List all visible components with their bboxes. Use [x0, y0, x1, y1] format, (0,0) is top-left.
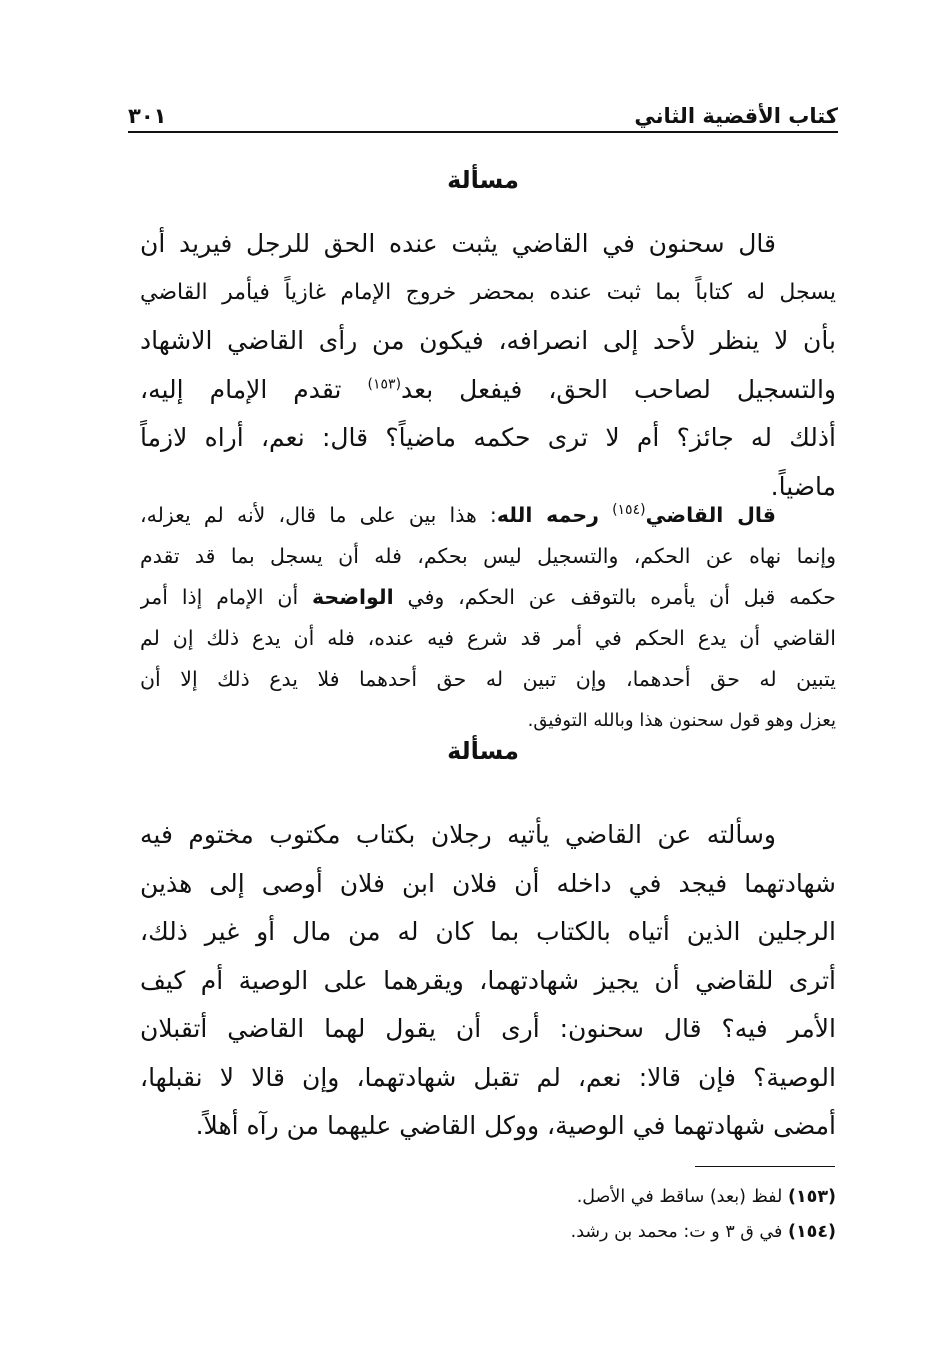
footnote-item — [300, 1215, 836, 1250]
footnote-divider — [695, 1166, 835, 1167]
footnote-ref: (١٥٣) — [367, 376, 402, 393]
text-line — [140, 495, 836, 536]
section-title: مسألة — [447, 166, 519, 194]
text-line — [140, 366, 836, 415]
footnotes — [300, 1180, 836, 1250]
text-segment: أن الإمام إذا أمر — [140, 585, 299, 609]
text-line: ماضياً. — [770, 471, 836, 501]
footnote-text: لفظ (بعد) ساقط في الأصل. — [576, 1187, 783, 1207]
text-line — [140, 577, 836, 618]
text-segment: تقدم الإمام إليه، — [140, 374, 368, 404]
speaker-name: قال القاضي — [645, 503, 776, 527]
question-paragraph — [140, 220, 836, 511]
footnote-number: (١٥٣) — [787, 1187, 836, 1207]
text-line: القاضي أن يدع الحكم في أمر قد شرع فيه عنده، فله أن يدع ذلك إن لم — [140, 626, 836, 650]
text-line: بأن لا ينظر لأحد إلى انصرافه، فيكون من رأى القاضي الاشهاد — [140, 326, 836, 355]
footnote-item — [300, 1180, 836, 1215]
running-head — [128, 92, 838, 128]
text-line: وسألته عن القاضي يأتيه رجلان بكتاب مكتوب مختوم فيه — [140, 820, 776, 849]
text-line: أترى للقاضي أن يجيز شهادتهما، ويقرهما على الوصية أم كيف — [140, 965, 836, 995]
section-title: مسألة — [447, 737, 519, 765]
footnote-text: في ق ٣ و ت: محمد بن رشد. — [570, 1222, 783, 1242]
text-line: يسجل له كتاباً بما ثبت عنده بمحضر خروج الإمام غازياً فيأمر القاضي — [140, 279, 836, 305]
text-line: قال سحنون في القاضي يثبت عنده الحق للرجل فيريد أن — [140, 229, 776, 258]
header-divider — [128, 131, 838, 133]
commentary-paragraph — [140, 495, 836, 741]
text-line: شهادتهما فيجد في داخله أن فلان ابن فلان أوصى إلى هذين — [140, 868, 836, 898]
page-number: ٣٠١ — [128, 104, 167, 128]
text-line: الرجلين الذين أتياه بالكتاب بما كان له من مال أو غير ذلك، — [140, 917, 836, 946]
text-segment: والتسجيل لصاحب الحق، فيفعل بعد — [401, 374, 836, 404]
text-line: يعزل وهو قول سحنون هذا وبالله التوفيق. — [527, 710, 836, 731]
text-line: يتبين له حق أحدهما، وإن تبين له حق أحدهما فلا يدع ذلك إلا أن — [140, 667, 836, 691]
footnote-ref: (١٥٤) — [612, 502, 646, 519]
text-segment: حكمه قبل أن يأمره بالتوقف عن الحكم، وفي — [407, 585, 836, 609]
source-title: الواضحة — [312, 585, 394, 609]
text-line: أمضى شهادتهما في الوصية، ووكل القاضي عليهما من رآه أهلاً. — [195, 1111, 836, 1140]
text-line: أذلك له جائز؟ أم لا ترى حكمه ماضياً؟ قال: نعم، أراه لازماً — [140, 423, 836, 452]
text-line: الأمر فيه؟ قال سحنون: أرى أن يقول لهما القاضي أتقبلان — [140, 1014, 836, 1043]
text-line: وإنما نهاه عن الحكم، والتسجيل ليس بحكم، فله أن يسجل بما قد تقدم — [140, 544, 836, 568]
text-segment: : هذا بين على ما قال، لأنه لم يعزله، — [140, 503, 497, 527]
footnote-number: (١٥٤) — [787, 1222, 836, 1242]
blessing: رحمه الله — [496, 503, 599, 527]
question-paragraph — [140, 811, 836, 1151]
text-line: الوصية؟ فإن قالا: نعم، لم تقبل شهادتهما، وإن قالا لا نقبلها، — [140, 1062, 836, 1092]
book-title: كتاب الأقضية الثاني — [634, 104, 838, 128]
